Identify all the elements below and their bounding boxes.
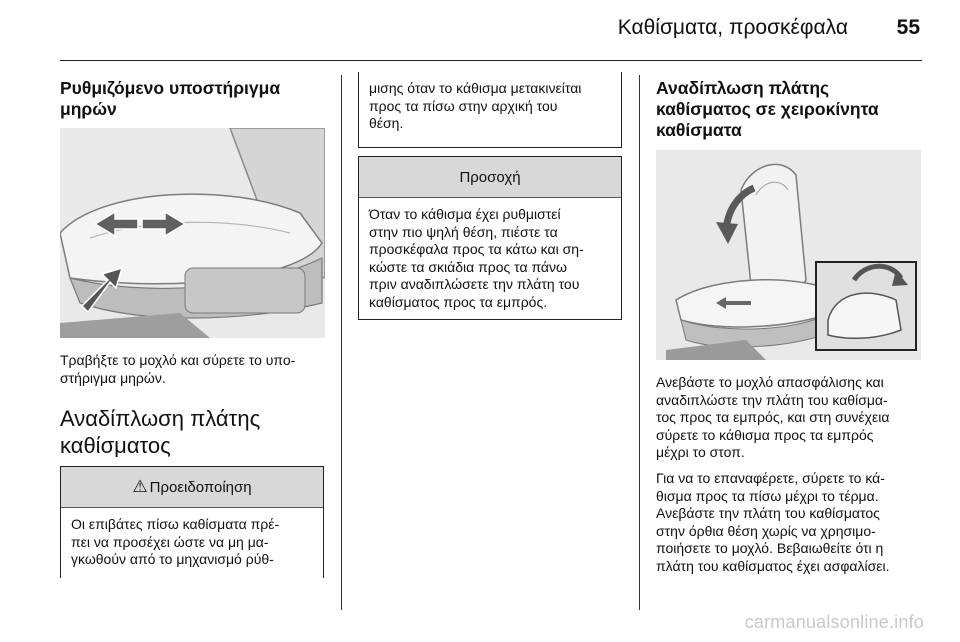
caution-body	[359, 198, 621, 319]
paragraph-line: Ανεβάστε την πλάτη του καθίσματος	[656, 505, 880, 521]
caption-line: Τραβήξτε το μοχλό και σύρετε το υπο-	[60, 352, 296, 368]
section-title-line: καθίσματος	[60, 433, 171, 458]
caution-title: Προσοχή	[459, 168, 521, 186]
fold-instructions-paragraph-1	[656, 374, 931, 462]
thigh-support-caption	[60, 352, 332, 387]
heading-line: Αναδίπλωση πλάτης	[656, 78, 830, 98]
caution-line: Όταν το κάθισμα έχει ρυθμιστεί	[369, 206, 561, 222]
heading-line: Ρυθμιζόμενο υποστήριγμα	[60, 78, 281, 98]
caution-box	[358, 156, 622, 320]
paragraph-line: θισμα προς τα πίσω μέχρι το τέρμα.	[656, 487, 879, 504]
warning-body	[61, 508, 323, 577]
column-divider-1	[341, 75, 342, 610]
column-divider-2	[639, 75, 640, 610]
paragraph-line: μέχρι το στοπ.	[656, 444, 745, 460]
seat-illustration	[60, 128, 325, 338]
caution-line: καθίσματος προς τα εμπρός.	[369, 293, 548, 310]
warning-box	[60, 466, 324, 578]
warning-box-header	[61, 467, 323, 508]
section-title-block	[60, 405, 335, 459]
caution-box-header	[359, 157, 621, 198]
paragraph-line: αναδιπλώστε την πλάτη του καθίσμα-	[656, 391, 888, 408]
caution-line: πριν αναδιπλώσετε την πλάτη του	[369, 276, 580, 292]
warning-box-continuation	[358, 72, 622, 148]
warning-triangle-icon: ⚠	[132, 477, 148, 496]
seat-illustration	[656, 150, 921, 360]
column-3-heading	[656, 78, 926, 141]
heading-line: καθίσματα	[656, 120, 742, 140]
heading-line: μηρών	[60, 99, 117, 119]
paragraph-line: στην όρθια θέση χωρίς να χρησιμο-	[656, 522, 876, 539]
fold-instructions-paragraph-2	[656, 470, 931, 575]
section-heading-manual-seat-fold	[656, 78, 926, 141]
paragraph-line: σύρετε το κάθισμα προς τα εμπρός	[656, 426, 874, 443]
warning-line: Οι επιβάτες πίσω καθίσματα πρέ-	[71, 516, 280, 532]
site-watermark: carmanualsonline.info	[744, 612, 924, 632]
warning-title: Προειδοποίηση	[149, 478, 252, 496]
heading-line: καθίσματος σε χειροκίνητα	[656, 99, 879, 119]
section-title-line: Αναδίπλωση πλάτης	[60, 406, 261, 431]
caution-line: στην πιο ψηλή θέση, πιέστε τα	[369, 223, 558, 240]
warning-line: πει να προσέχει ώστε να μη μα-	[71, 533, 269, 550]
backrest-fold-figure	[656, 150, 921, 360]
warning-line: γκωθούν από το μηχανισμό ρύθ-	[71, 551, 274, 567]
paragraph-line: πλάτη του καθίσματος έχει ασφαλίσει.	[656, 557, 890, 574]
page-number: 55	[896, 16, 920, 39]
caution-line: προσκέφαλα προς τα κάτω και ση-	[369, 241, 584, 257]
continued-line: θέση.	[369, 115, 404, 131]
continued-line: μισης όταν το κάθισμα μετακινείται	[369, 80, 582, 96]
continued-line: προς τα πίσω στην αρχική του	[369, 97, 558, 114]
paragraph-line: Για να το επαναφέρετε, σύρετε το κά-	[656, 470, 885, 486]
thigh-support-figure	[60, 128, 325, 338]
paragraph-line: Ανεβάστε το μοχλό απασφάλισης και	[656, 374, 884, 390]
section-heading-thigh-support	[60, 78, 325, 120]
running-header-title: Καθίσματα, προσκέφαλα	[617, 16, 848, 39]
header-rule	[60, 60, 922, 61]
caution-line: κώστε τα σκιάδια προς τα πάνω	[369, 258, 567, 275]
column-1	[60, 78, 325, 120]
paragraph-line: τος προς τα εμπρός, και στη συνέχεια	[656, 409, 890, 425]
section-title-backrest-fold	[60, 405, 335, 459]
caption-line: στήριγμα μηρών.	[60, 369, 166, 386]
paragraph-line: ποιήσετε το μοχλό. Βεβαιωθείτε ότι η	[656, 540, 884, 556]
inset-lever-icon	[816, 262, 916, 350]
